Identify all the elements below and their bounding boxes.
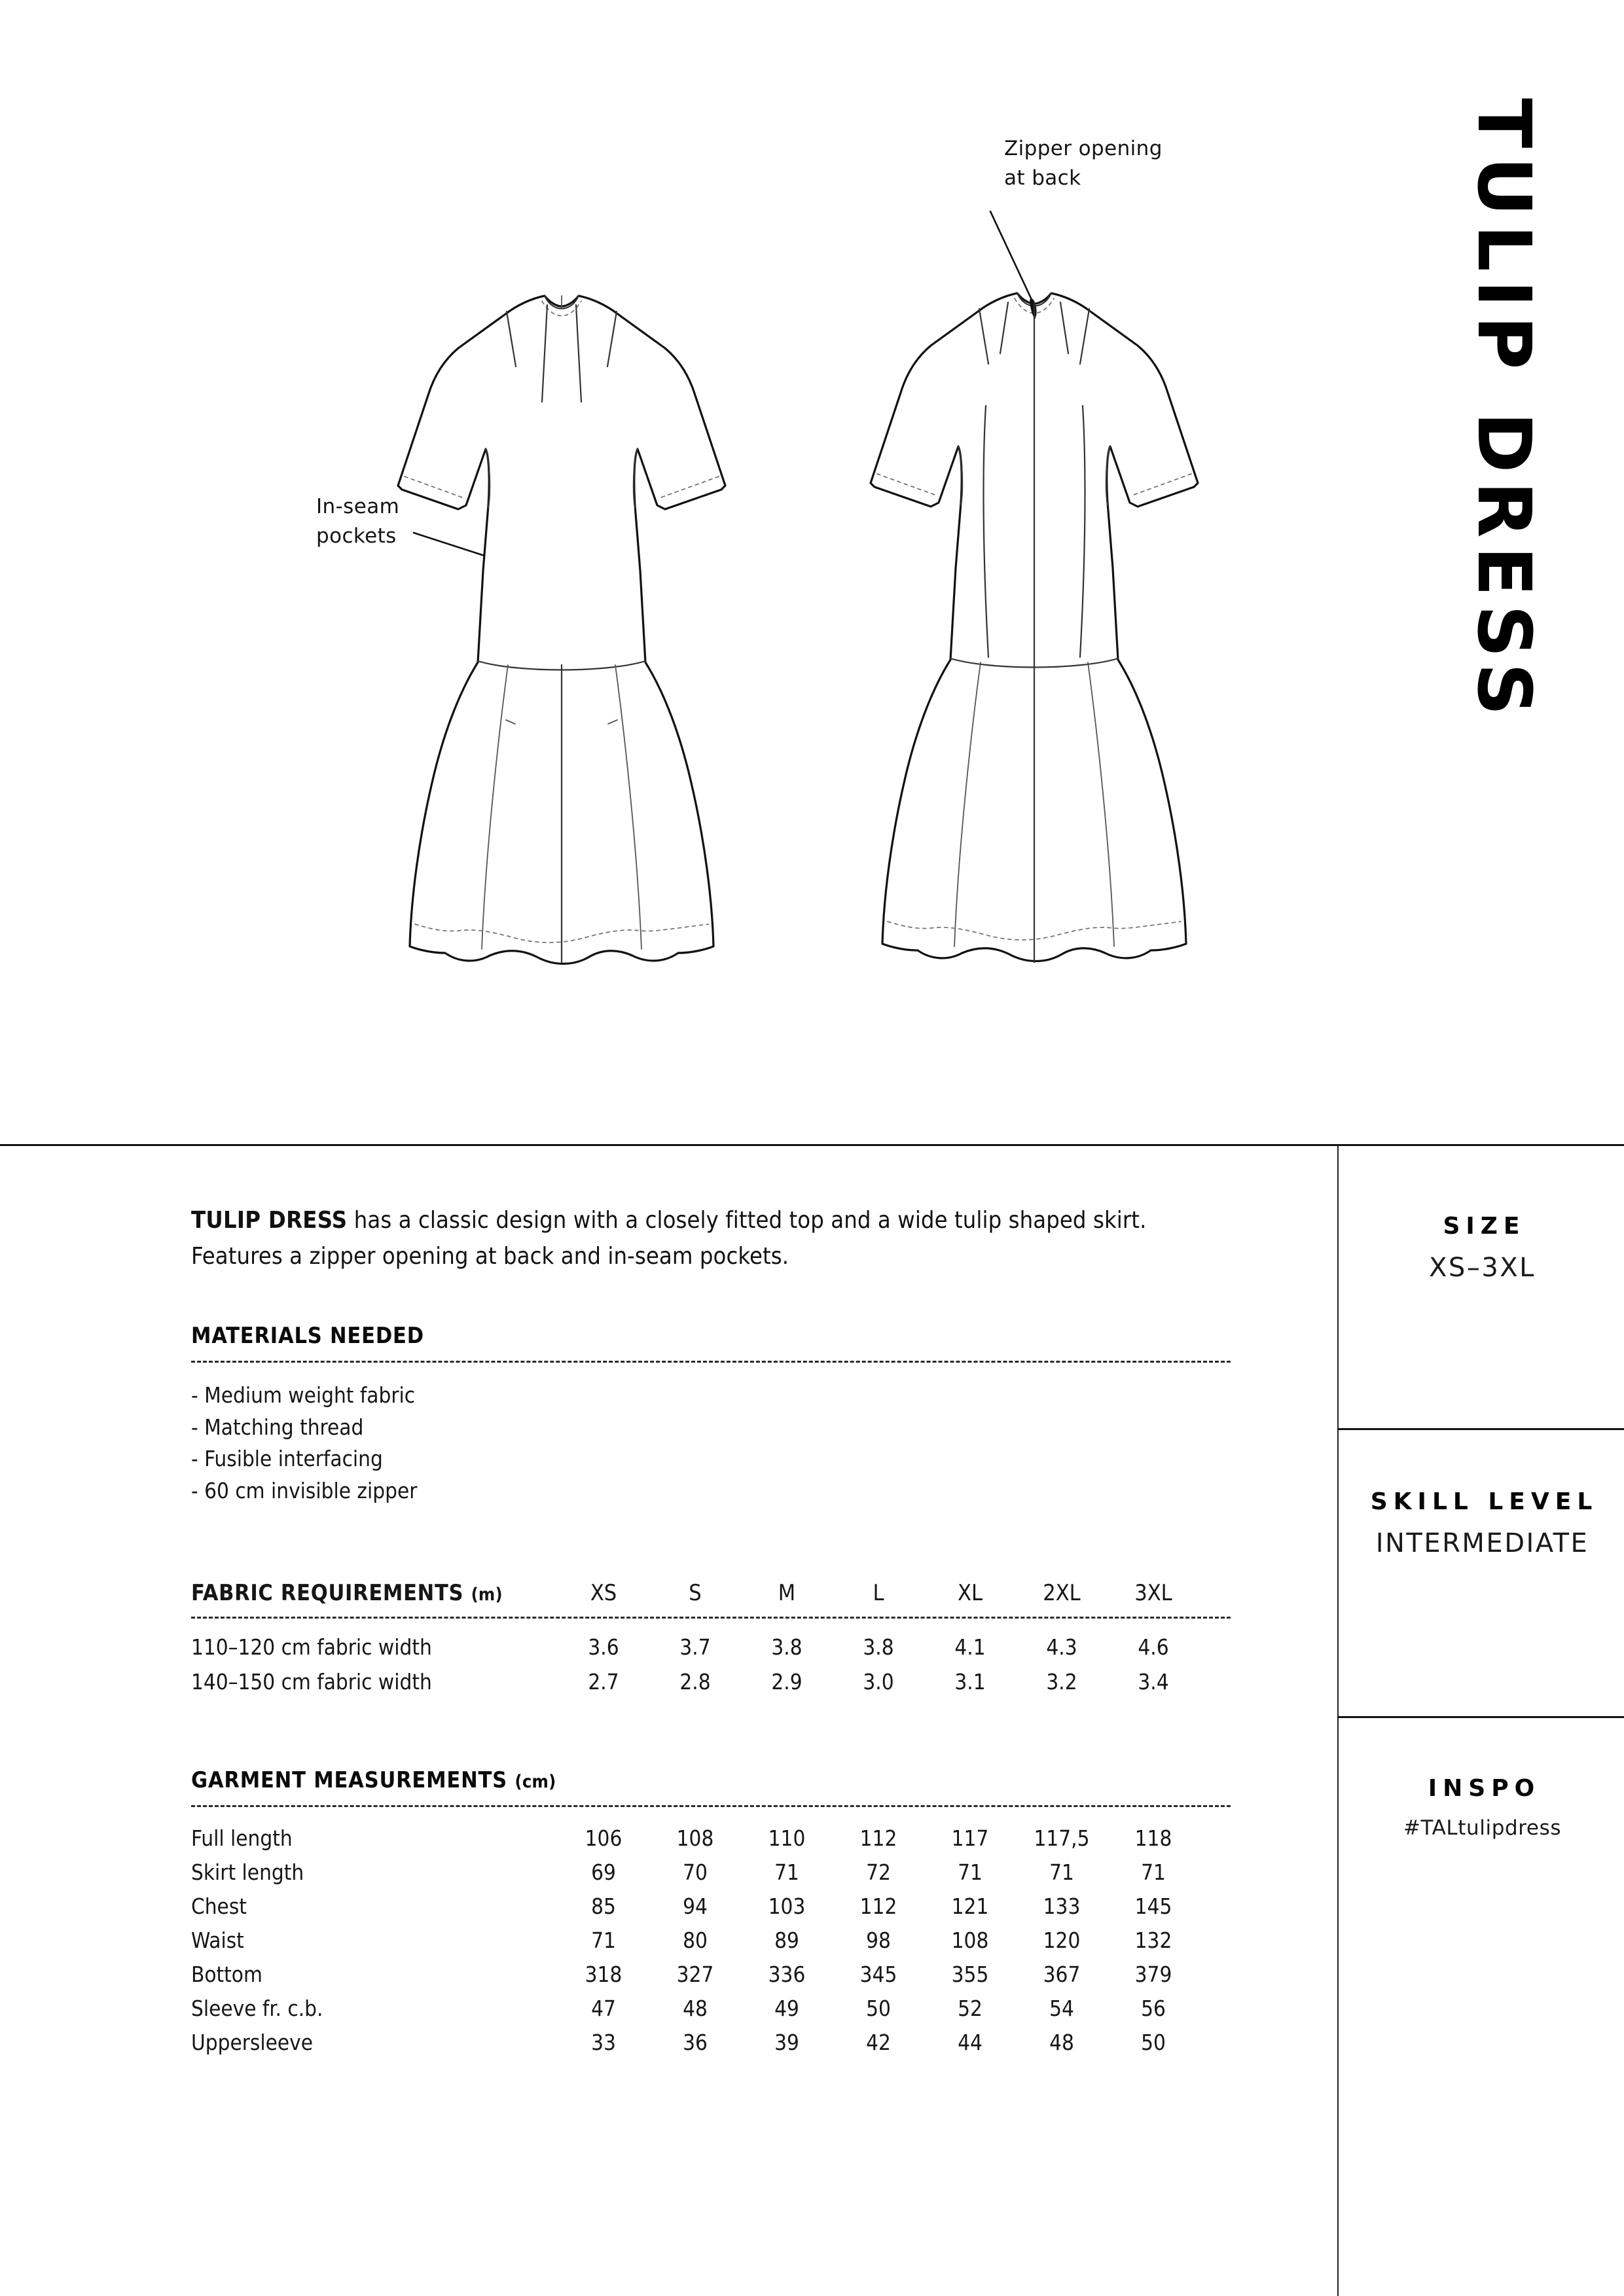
- info-sidebar: [1339, 1146, 1624, 2296]
- cell-value: 44: [958, 2030, 983, 2056]
- size-column-header: XL: [958, 1580, 983, 1607]
- technical-flat-drawing: [0, 0, 1624, 1144]
- cell-value: 50: [866, 1996, 891, 2022]
- cell-value: 3.8: [771, 1634, 803, 1660]
- dress-front-view: [398, 296, 725, 964]
- callout-in-seam-pockets: [316, 492, 399, 551]
- cell-value: 48: [683, 1996, 708, 2022]
- row-label: Full length: [191, 1825, 293, 1851]
- cell-value: 36: [683, 2030, 708, 2056]
- cell-value: 85: [591, 1893, 616, 1919]
- cell-value: 117: [951, 1825, 989, 1851]
- table-row: [191, 2026, 1199, 2060]
- inspo-hashtag: #TALtulipdress: [1403, 1816, 1562, 1840]
- cell-value: 117,5: [1034, 1825, 1090, 1851]
- garment-measurements-section: [191, 1767, 1231, 2060]
- size-column-header: 3XL: [1134, 1580, 1172, 1607]
- cell-value: 89: [774, 1928, 799, 1954]
- dress-back-view: [871, 293, 1198, 962]
- cell-value: 48: [1049, 2030, 1074, 2056]
- cell-value: 98: [866, 1928, 891, 1954]
- fabric-heading-unit: (m): [471, 1585, 503, 1605]
- size-value: XS–3XL: [1429, 1253, 1536, 1283]
- row-label: Uppersleeve: [191, 2030, 314, 2056]
- row-label: Bottom: [191, 1962, 262, 1988]
- cell-value: 2.7: [588, 1668, 619, 1695]
- cell-value: 3.6: [588, 1634, 619, 1660]
- row-label: Waist: [191, 1928, 244, 1954]
- cell-value: 3.2: [1046, 1668, 1077, 1695]
- cell-value: 367: [1043, 1962, 1081, 1988]
- cell-value: 71: [1141, 1859, 1166, 1885]
- cell-value: 71: [1049, 1859, 1074, 1885]
- measurements-heading-unit: (cm): [514, 1771, 556, 1792]
- cell-value: 318: [585, 1962, 623, 1988]
- fabric-requirements-heading: [191, 1580, 558, 1610]
- cell-value: 3.4: [1138, 1668, 1169, 1695]
- skill-level-title: SKILL LEVEL: [1370, 1488, 1598, 1515]
- garment-measurements-heading: [191, 1767, 1231, 1793]
- garment-measurements-table: [191, 1821, 1199, 2060]
- fabric-requirements-section: [191, 1580, 1231, 1698]
- fabric-requirements-body: [191, 1630, 1199, 1698]
- cell-value: 121: [951, 1893, 989, 1919]
- cell-value: 108: [951, 1928, 989, 1954]
- cell-value: 52: [958, 1996, 983, 2022]
- measurements-dashed-rule: [191, 1805, 1231, 1807]
- inspo-title: INSPO: [1428, 1775, 1541, 1802]
- sidebar-panel-skill-level: [1339, 1488, 1624, 1558]
- table-row: [191, 1992, 1199, 2026]
- cell-value: 106: [585, 1825, 623, 1851]
- cell-value: 327: [676, 1962, 714, 1988]
- size-column-header: 2XL: [1043, 1580, 1081, 1607]
- sidebar-panel-size: [1339, 1213, 1624, 1283]
- cell-value: 103: [768, 1893, 806, 1919]
- row-label: 140–150 cm fabric width: [191, 1668, 432, 1695]
- size-title: SIZE: [1443, 1213, 1526, 1240]
- cell-value: 49: [774, 1996, 799, 2022]
- fabric-dashed-rule: [191, 1617, 1231, 1619]
- cell-value: 133: [1043, 1893, 1081, 1919]
- cell-value: 355: [951, 1962, 989, 1988]
- materials-section: [191, 1323, 1231, 1507]
- intro-lead: TULIP DRESS: [191, 1207, 348, 1234]
- cell-value: 3.0: [863, 1668, 894, 1695]
- cell-value: 42: [866, 2030, 891, 2056]
- intro-body: has a classic design with a closely fitted top and a wide tulip shaped skirt. Features a zipper opening at back and in-seam pockets.: [191, 1207, 1147, 1270]
- materials-heading: MATERIALS NEEDED: [191, 1323, 424, 1350]
- cell-value: 336: [768, 1962, 806, 1988]
- row-label: Sleeve fr. c.b.: [191, 1996, 323, 2022]
- row-label: Chest: [191, 1893, 247, 1919]
- cell-value: 4.6: [1138, 1634, 1169, 1660]
- cell-value: 379: [1134, 1962, 1172, 1988]
- table-row: [191, 1821, 1199, 1856]
- cell-value: 108: [676, 1825, 714, 1851]
- materials-list: [191, 1380, 1231, 1507]
- leader-line-pockets: [414, 533, 484, 556]
- callout-zipper-opening: [1004, 134, 1163, 193]
- cell-value: 72: [866, 1859, 891, 1885]
- cell-value: 112: [859, 1893, 897, 1919]
- list-item: - Medium weight fabric: [191, 1382, 416, 1408]
- content-column: [191, 1203, 1231, 2060]
- sidebar-panel-inspo: [1339, 1775, 1624, 1840]
- size-column-header: M: [778, 1580, 796, 1607]
- list-item: - Matching thread: [191, 1414, 364, 1440]
- materials-dashed-rule: [191, 1361, 1231, 1363]
- cell-value: 3.8: [863, 1634, 894, 1660]
- cell-value: 2.8: [679, 1668, 711, 1695]
- callout-zipper-line2: at back: [1004, 166, 1081, 190]
- cell-value: 94: [683, 1893, 708, 1919]
- cell-value: 3.7: [679, 1634, 711, 1660]
- cell-value: 80: [683, 1928, 708, 1954]
- fabric-heading-text: FABRIC REQUIREMENTS: [191, 1580, 464, 1607]
- cell-value: 39: [774, 2030, 799, 2056]
- table-row: [191, 1630, 1199, 1664]
- cell-value: 132: [1134, 1928, 1172, 1954]
- cell-value: 33: [591, 2030, 616, 2056]
- cell-value: 71: [958, 1859, 983, 1885]
- cell-value: 56: [1141, 1996, 1166, 2022]
- fabric-requirements-table: [191, 1580, 1199, 1610]
- table-row: [191, 1665, 1199, 1699]
- cell-value: 145: [1134, 1893, 1172, 1919]
- size-column-header: L: [873, 1580, 884, 1607]
- cell-value: 70: [683, 1859, 708, 1885]
- size-column-header: S: [689, 1580, 702, 1607]
- table-row: [191, 1958, 1199, 1992]
- cell-value: 69: [591, 1859, 616, 1885]
- cell-value: 2.9: [771, 1668, 803, 1695]
- skill-level-value: INTERMEDIATE: [1375, 1528, 1589, 1558]
- cell-value: 54: [1049, 1996, 1074, 2022]
- table-row: [191, 1890, 1199, 1924]
- list-item: - 60 cm invisible zipper: [191, 1477, 418, 1503]
- cell-value: 3.1: [954, 1668, 986, 1695]
- callout-pockets-line1: In-seam: [316, 495, 400, 518]
- page-title: TULIP DRESS: [1461, 98, 1546, 725]
- cell-value: 110: [768, 1825, 806, 1851]
- cell-value: 345: [859, 1962, 897, 1988]
- callout-zipper-line1: Zipper opening: [1004, 137, 1163, 160]
- cell-value: 47: [591, 1996, 616, 2022]
- cell-value: 120: [1043, 1928, 1081, 1954]
- illustration-area: [0, 0, 1624, 1144]
- cell-value: 112: [859, 1825, 897, 1851]
- table-row: [191, 1856, 1199, 1890]
- cell-value: 50: [1141, 2030, 1166, 2056]
- table-row: [191, 1924, 1199, 1958]
- leader-line-zipper: [990, 211, 1033, 302]
- cell-value: 71: [774, 1859, 799, 1885]
- list-item: - Fusible interfacing: [191, 1446, 383, 1472]
- cell-value: 4.1: [954, 1634, 986, 1660]
- size-column-header: XS: [590, 1580, 617, 1607]
- callout-pockets-line2: pockets: [316, 524, 397, 548]
- row-label: 110–120 cm fabric width: [191, 1634, 432, 1660]
- cell-value: 4.3: [1046, 1634, 1077, 1660]
- row-label: Skirt length: [191, 1859, 304, 1885]
- table-header-row: [191, 1580, 1199, 1610]
- intro-paragraph: [191, 1203, 1199, 1274]
- cell-value: 71: [591, 1928, 616, 1954]
- measurements-heading-text: GARMENT MEASUREMENTS: [191, 1767, 507, 1793]
- cell-value: 118: [1134, 1825, 1172, 1851]
